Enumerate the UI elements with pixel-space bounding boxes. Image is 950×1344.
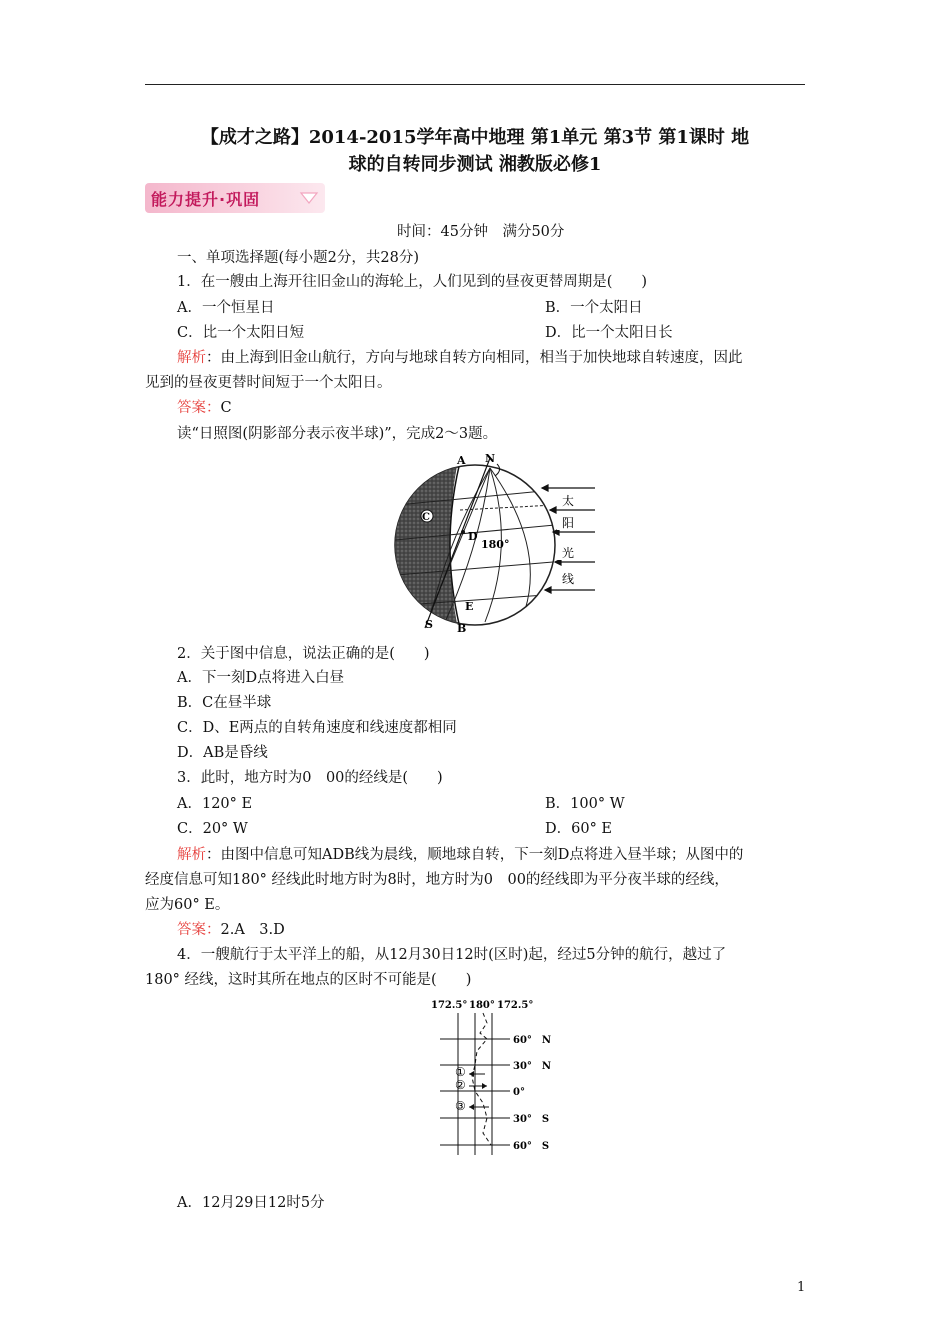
fig1-label-d: D bbox=[468, 530, 478, 543]
fig1-label-c: C bbox=[422, 512, 430, 523]
read-intro: 读“日照图(阴影部分表示夜半球)”，完成2～3题。 bbox=[177, 426, 498, 442]
time-score: 时间：45分钟 满分50分 bbox=[397, 224, 565, 240]
marker-3: ③ bbox=[455, 1099, 466, 1113]
fig1-label-s: S bbox=[425, 618, 433, 631]
page-number: 1 bbox=[797, 1280, 806, 1295]
fig2-top-label-1: 172.5° bbox=[431, 1000, 468, 1011]
q3-option-c: C．20° W bbox=[177, 821, 248, 837]
marker-1: ① bbox=[455, 1065, 466, 1079]
q23-analysis-line3: 应为60° E。 bbox=[145, 897, 230, 913]
q3-option-d: D．60° E bbox=[545, 821, 613, 837]
q4-option-a: A．12月29日12时5分 bbox=[177, 1195, 325, 1211]
q2-option-c: C．D、E两点的自转角速度和线速度都相同 bbox=[177, 720, 457, 736]
answer2-label: 答案： bbox=[177, 922, 221, 938]
fig1-label-b: B bbox=[457, 622, 467, 635]
analysis-label: 解析 bbox=[177, 350, 206, 366]
lat-label-60n: 60° N bbox=[513, 1035, 552, 1046]
q3-stem: 3．此时，地方时为0 00的经线是( ) bbox=[177, 770, 443, 786]
q4-stem-line2: 180° 经线，这时其所在地点的区时不可能是( ) bbox=[145, 972, 472, 988]
banner-arrow-icon bbox=[299, 189, 319, 207]
q2-option-b: B．C在昼半球 bbox=[177, 695, 272, 711]
lat-label-0: 0° bbox=[513, 1087, 525, 1098]
q1-option-d: D．比一个太阳日长 bbox=[545, 325, 673, 341]
fig1-label-a: A bbox=[457, 454, 466, 467]
fig2-top-label-3: 172.5° bbox=[497, 1000, 534, 1011]
lat-label-30n: 30° N bbox=[513, 1061, 552, 1072]
fig1-label-e: E bbox=[465, 600, 474, 613]
fig2-top-label-2: 180° bbox=[469, 1000, 495, 1011]
q1-option-b: B．一个太阳日 bbox=[545, 300, 643, 316]
q2-stem: 2．关于图中信息，说法正确的是( ) bbox=[177, 646, 430, 662]
q3-option-a: A．120° E bbox=[177, 796, 253, 812]
fig1-label-180: 180° bbox=[481, 538, 510, 551]
marker-2: ② bbox=[455, 1078, 466, 1092]
answer-label: 答案： bbox=[177, 400, 221, 416]
q2-option-a: A．下一刻D点将进入白昼 bbox=[177, 670, 345, 686]
fig1-label-n: N bbox=[485, 452, 496, 465]
q1-answer: 答案：C bbox=[177, 400, 232, 416]
lat-label-30s: 30° S bbox=[513, 1114, 550, 1125]
q1-stem: 1．在一艘由上海开往旧金山的海轮上，人们见到的昼夜更替周期是( ) bbox=[177, 274, 648, 290]
analysis2-label: 解析 bbox=[177, 847, 206, 863]
q1-option-a: A．一个恒星日 bbox=[177, 300, 275, 316]
sunlight-diagram bbox=[385, 450, 595, 635]
document-title bbox=[145, 124, 805, 178]
q23-analysis-line2: 经度信息可知180° 经线此时地方时为8时，地方时为0 00的经线即为平分夜半球的经线， bbox=[145, 872, 729, 888]
q2-option-d: D．AB是昏线 bbox=[177, 745, 268, 761]
sun-char-1: 太 bbox=[562, 494, 575, 508]
q1-option-c: C．比一个太阳日短 bbox=[177, 325, 305, 341]
q3-option-b: B．100° W bbox=[545, 796, 625, 812]
sun-char-4: 线 bbox=[562, 572, 575, 586]
section-heading: 一、单项选择题(每小题2分，共28分) bbox=[177, 250, 419, 266]
lat-label-60s: 60° S bbox=[513, 1141, 550, 1152]
title-line-2: 球的自转同步测试 湘教版必修1 bbox=[348, 154, 602, 175]
sun-char-3: 光 bbox=[562, 546, 575, 560]
q4-stem-line1: 4．一艘航行于太平洋上的船，从12月30日12时(区时)起，经过5分钟的航行，越过了 bbox=[177, 947, 727, 963]
title-line-1: 【成才之路】2014-2015学年高中地理 第1单元 第3节 第1课时 地 bbox=[200, 127, 750, 148]
q1-analysis-line1: 解析：由上海到旧金山航行，方向与地球自转方向相同，相当于加快地球自转速度，因此 bbox=[177, 350, 743, 366]
section-banner bbox=[145, 183, 325, 213]
sun-char-2: 阳 bbox=[562, 516, 575, 530]
q23-answer: 答案：2.A 3.D bbox=[177, 922, 285, 938]
q1-analysis-line2: 见到的昼夜更替时间短于一个太阳日。 bbox=[145, 375, 392, 391]
banner-label: 能力提升·巩固 bbox=[151, 190, 261, 209]
q23-analysis-line1: 解析：由图中信息可知ADB线为晨线，顺地球自转，下一刻D点将进入昼半球；从图中的 bbox=[177, 847, 744, 863]
header-rule bbox=[145, 84, 805, 85]
dateline-diagram bbox=[425, 995, 565, 1160]
